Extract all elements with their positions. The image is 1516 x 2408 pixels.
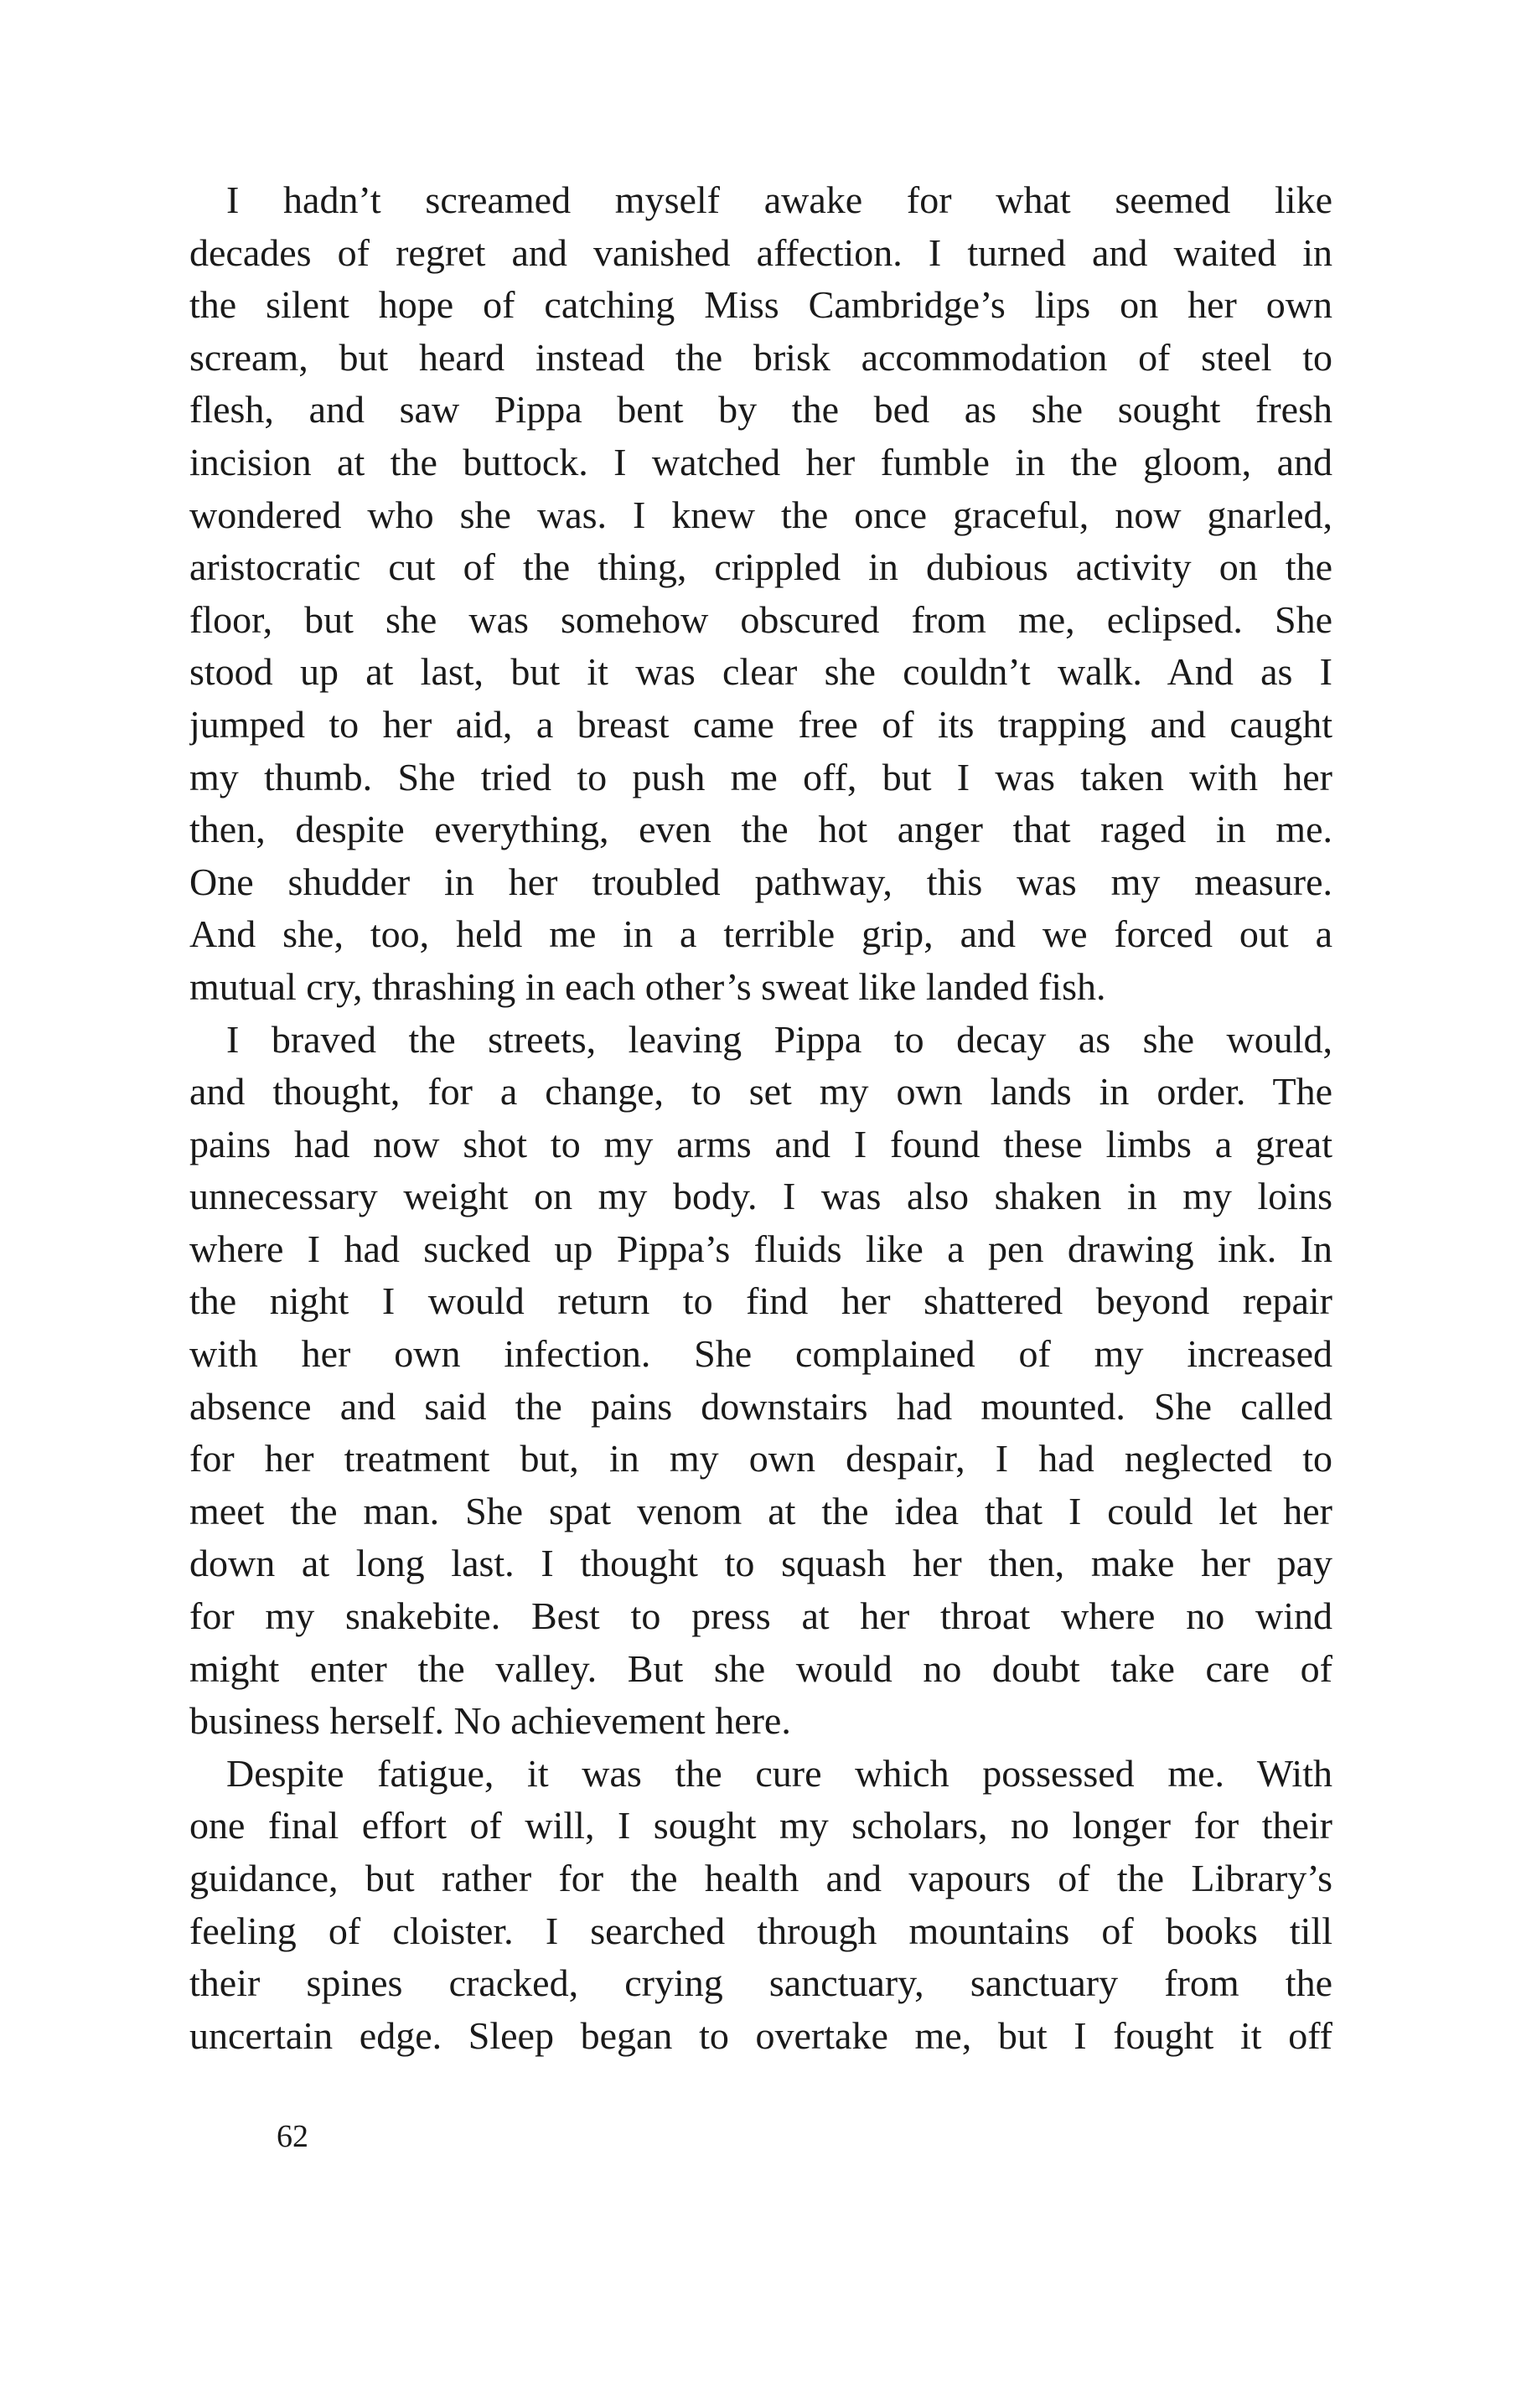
text-line: stood up at last, but it was clear she couldn’t walk. And as I [189,650,1332,694]
text-line: jumped to her aid, a breast came free of its trapping and caught [189,702,1332,746]
text-line: their spines cracked, crying sanctuary, sanctuary from the [189,1961,1332,2005]
text-line: And she, too, held me in a terrible grip, and we forced out a [189,912,1332,956]
text-line: wondered who she was. I knew the once graceful, now gnarled, [189,493,1332,536]
text-line: and thought, for a change, to set my own lands in order. The [189,1070,1332,1114]
text-line: mutual cry, thrashing in each other’s sweat like landed fish. [189,964,1106,1008]
text-line: one final effort of will, I sought my scholars, no longer for their [189,1804,1332,1847]
text-line: One shudder in her troubled pathway, this was my measure. [189,860,1332,903]
text-line: might enter the valley. But she would no doubt take care of [189,1646,1332,1690]
text-line: unnecessary weight on my body. I was also shaken in my loins [189,1175,1332,1218]
text-line: the silent hope of catching Miss Cambridge’s lips on her own [189,283,1332,327]
text-line: uncertain edge. Sleep began to overtake me, but I fought it off [189,2013,1332,2057]
text-line: I braved the streets, leaving Pippa to decay as she would, [226,1017,1332,1061]
text-line: business herself. No achievement here. [189,1699,791,1743]
text-line: Despite fatigue, it was the cure which possessed me. With [226,1751,1332,1795]
text-line: then, despite everything, even the hot anger that raged in me. [189,808,1332,851]
text-line: my thumb. She tried to push me off, but I was taken with her [189,755,1332,798]
text-line: meet the man. She spat venom at the idea that I could let her [189,1489,1332,1532]
text-line: with her own infection. She complained of my increased [189,1332,1332,1376]
text-line: for my snakebite. Best to press at her throat where no wind [189,1594,1332,1638]
text-line: decades of regret and vanished affection. I turned and waited in [189,230,1332,274]
text-line: absence and said the pains downstairs had mounted. She called [189,1384,1332,1428]
body-text [189,174,1332,2062]
text-line: where I had sucked up Pippa’s fluids like a pen drawing ink. In [189,1227,1332,1270]
text-line: aristocratic cut of the thing, crippled in dubious activity on the [189,545,1332,589]
text-line: incision at the buttock. I watched her fumble in the gloom, and [189,440,1332,483]
text-line: the night I would return to find her shattered beyond repair [189,1279,1332,1323]
text-line: I hadn’t screamed myself awake for what seemed like [226,178,1332,221]
text-line: feeling of cloister. I searched through mountains of books till [189,1909,1332,1952]
page-number: 62 [277,2119,308,2154]
text-line: down at long last. I thought to squash her then, make her pay [189,1542,1332,1585]
text-line: pains had now shot to my arms and I found these limbs a great [189,1122,1332,1165]
text-line: scream, but heard instead the brisk accommodation of steel to [189,335,1332,379]
text-line: floor, but she was somehow obscured from me, eclipsed. She [189,597,1332,641]
text-line: flesh, and saw Pippa bent by the bed as she sought fresh [189,388,1332,431]
text-line: for her treatment but, in my own despair, I had neglected to [189,1437,1332,1480]
text-line: guidance, but rather for the health and vapours of the Library’s [189,1857,1332,1899]
